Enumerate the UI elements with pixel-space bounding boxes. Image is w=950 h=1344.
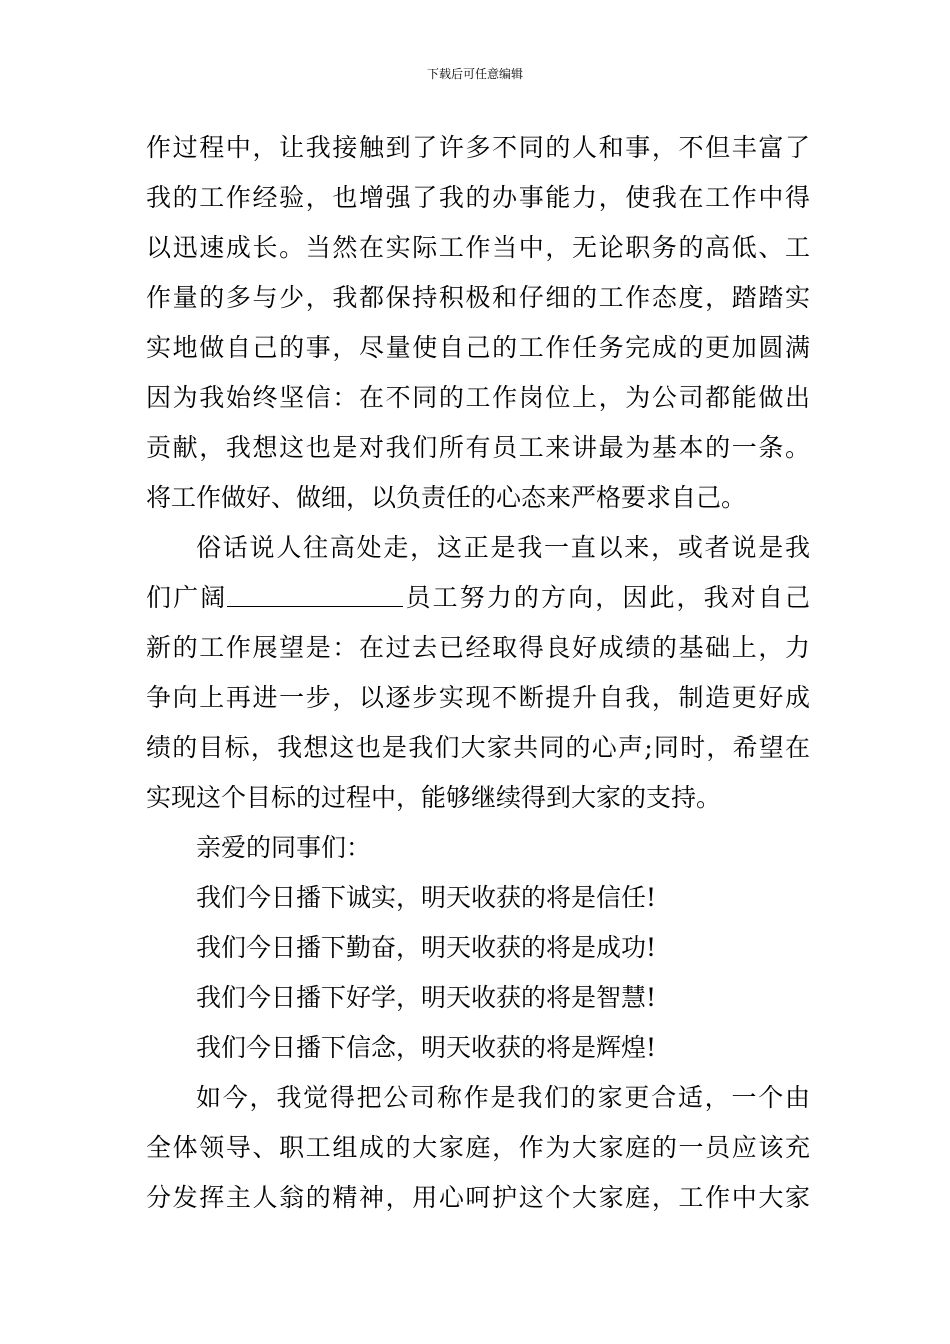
- slogan-line: 我们今日播下好学，明天收获的将是智慧!: [196, 983, 657, 1012]
- text-line-with-blank: [146, 573, 810, 623]
- text-line: 作量的多与少，我都保持积极和仔细的工作态度，踏踏实: [146, 283, 810, 312]
- document-body: [146, 123, 810, 1223]
- fill-in-blank: [227, 582, 403, 607]
- salutation: 亲爱的同事们：: [196, 833, 372, 862]
- text-line: 实地做自己的事，尽量使自己的工作任务完成的更加圆满: [146, 333, 810, 362]
- text-line: 因为我始终坚信：在不同的工作岗位上，为公司都能做出: [146, 383, 810, 412]
- text-line: 争向上再进一步，以逐步实现不断提升自我，制造更好成: [146, 683, 810, 712]
- text-line: 分发挥主人翁的精神，用心呵护这个大家庭，工作中大家: [146, 1183, 810, 1212]
- slogan-line: 我们今日播下信念，明天收获的将是辉煌!: [196, 1033, 657, 1062]
- slogan-line: 我们今日播下勤奋，明天收获的将是成功!: [196, 933, 657, 962]
- text-line: 俗话说人往高处走，这正是我一直以来，或者说是我: [196, 533, 810, 562]
- paragraph-1: [146, 123, 810, 523]
- paragraph-3: [146, 1073, 810, 1223]
- text-fragment: 们广阔: [146, 583, 228, 612]
- paragraph-2: [146, 523, 810, 823]
- text-line: 全体领导、职工组成的大家庭，作为大家庭的一员应该充: [146, 1133, 810, 1162]
- slogan-line: 我们今日播下诚实，明天收获的将是信任!: [196, 883, 657, 912]
- slogan-list: [146, 873, 810, 1073]
- text-line: 将工作做好、做细，以负责任的心态来严格要求自己。: [146, 483, 747, 512]
- text-line: 作过程中，让我接触到了许多不同的人和事，不但丰富了: [146, 133, 810, 162]
- text-line: 以迅速成长。当然在实际工作当中，无论职务的高低、工: [146, 233, 810, 262]
- text-line: 实现这个目标的过程中，能够继续得到大家的支持。: [146, 783, 722, 812]
- page-header: 下载后可任意编辑: [426, 67, 523, 81]
- text-line: 新的工作展望是：在过去已经取得良好成绩的基础上，力: [146, 633, 810, 662]
- text-line: 贡献，我想这也是对我们所有员工来讲最为基本的一条。: [146, 433, 810, 462]
- text-line: 绩的目标，我想这也是我们大家共同的心声;同时，希望在: [146, 733, 810, 762]
- text-line: 我的工作经验，也增强了我的办事能力，使我在工作中得: [146, 183, 810, 212]
- text-fragment: 员工努力的方向，因此，我对自己: [403, 583, 810, 612]
- text-line: 如今，我觉得把公司称作是我们的家更合适，一个由: [196, 1083, 810, 1112]
